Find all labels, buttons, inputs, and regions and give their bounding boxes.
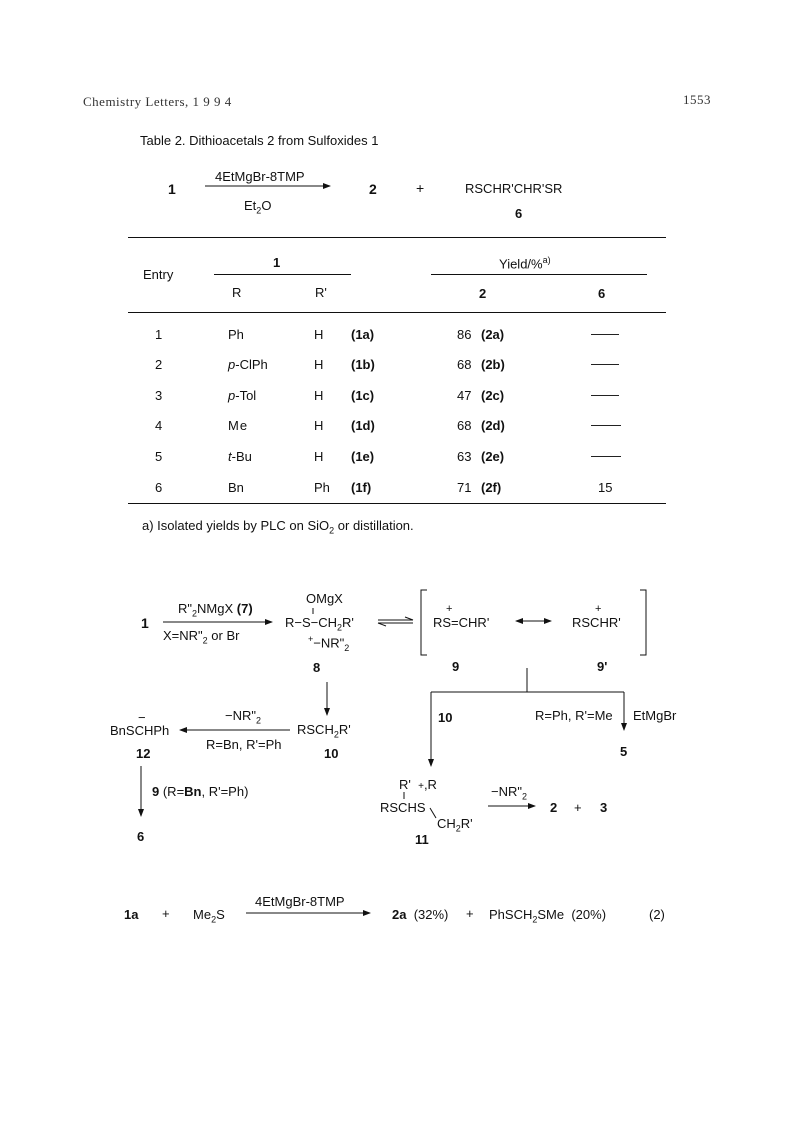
row3-rprime: H	[314, 388, 324, 403]
row1-entry: 1	[155, 327, 163, 342]
row1-cmpd: (1a)	[351, 327, 375, 342]
row1-r: Ph	[228, 327, 244, 342]
mech-step-12-6: 9 (R=Bn, R'=Ph)	[152, 784, 249, 799]
mech-n10: 10	[324, 746, 339, 761]
row2-yield2: 68	[457, 357, 472, 372]
header-r: R	[232, 285, 242, 300]
mech-cond-5: R=Ph, R'=Me	[535, 708, 613, 723]
row6-yield2: 71	[457, 480, 472, 495]
row6-yield6: 15	[598, 480, 613, 495]
mech-minus-nr2-b: $-NR"_2$	[491, 784, 527, 802]
mech-omgx: OMgX	[306, 591, 343, 606]
mech-n6: 6	[137, 829, 145, 844]
header-yield-label: Yield/%	[499, 256, 543, 272]
eq2-product2: PhSCH$_2$SMe (20%)	[489, 907, 607, 925]
row2-r: p-ClPh	[228, 357, 268, 372]
header-group1: 1	[273, 255, 281, 270]
row1-rprime: H	[314, 327, 324, 342]
row2-entry: 2	[155, 357, 163, 372]
row6-rprime: Ph	[314, 480, 330, 495]
row4-cmpd2: (2d)	[481, 418, 505, 433]
row5-yield2: 63	[457, 449, 472, 464]
mech-plus: +	[574, 800, 582, 815]
row3-r: p-Tol	[228, 388, 257, 403]
row5-cmpd: (1e)	[351, 449, 375, 464]
row4-rprime: H	[314, 418, 324, 433]
mech-sulfonium-top: R' +,R	[399, 777, 437, 792]
eq2-yield1: (32%)	[413, 907, 449, 922]
eq2-reagent: 4EtMgBr-8TMP	[255, 894, 345, 909]
mech-n11: 11	[415, 832, 429, 847]
mech-condition: $X=NR"_2$ or Br	[163, 628, 240, 646]
mech-cond-12: R=Bn, R'=Ph	[206, 737, 282, 752]
row5-entry: 5	[155, 449, 163, 464]
mech-ylide1: RS=CHR'	[433, 615, 490, 630]
mech-minus-nr2: $-NR"_2$	[225, 708, 261, 726]
row4-entry: 4	[155, 418, 163, 433]
mech-n12: 12	[136, 746, 151, 761]
row2-rprime: H	[314, 357, 324, 372]
row5-cmpd2: (2e)	[481, 449, 505, 464]
row6-r: Bn	[228, 480, 244, 495]
eq2-reactant2: $Me_2S$	[193, 907, 225, 925]
eq2-product1-label: 2a	[392, 907, 407, 922]
eq2-plus1: +	[162, 906, 170, 921]
mech-ylide1-plus: +	[446, 603, 453, 615]
header-col2: 2	[479, 286, 487, 301]
eq2-plus2: +	[466, 906, 474, 921]
mech-thioether: $RSCH_2R'$	[297, 722, 351, 740]
header-rprime: R'	[315, 285, 327, 300]
row3-entry: 3	[155, 388, 163, 403]
mech-prod2: 2	[550, 800, 558, 815]
eq2-reactant1: 1a	[124, 907, 139, 922]
row4-cmpd: (1d)	[351, 418, 375, 433]
row5-rprime: H	[314, 449, 324, 464]
mech-ylide2-plus: +	[595, 603, 602, 615]
row6-cmpd2: (2f)	[481, 480, 502, 495]
row6-entry: 6	[155, 480, 163, 495]
mech-carbanion-charge: −	[138, 710, 146, 725]
eq2-yield2: (20%)	[571, 907, 607, 922]
scheme-byproduct: RSCHR'CHR'SR	[465, 181, 563, 196]
header-entry: Entry	[143, 267, 174, 282]
mech-n9: 9	[452, 659, 460, 674]
row3-yield2: 47	[457, 388, 472, 403]
row3-cmpd2: (2c)	[481, 388, 505, 403]
row6-cmpd: (1f)	[351, 480, 372, 495]
page-number: 1553	[683, 92, 711, 107]
eq2-number: (2)	[649, 907, 665, 922]
mech-etmgbr: EtMgBr	[633, 708, 677, 723]
mech-reagent: $R"_2NMgX$ (7)	[178, 601, 253, 619]
eq2-product1	[392, 907, 448, 922]
scheme-reagent-bottom: $Et_2O$	[244, 198, 272, 216]
scheme-reactant: 1	[168, 181, 176, 197]
scheme-byproduct-number: 6	[515, 206, 523, 221]
row2-cmpd: (1b)	[351, 357, 375, 372]
scheme-product: 2	[369, 181, 377, 197]
mech-sulfonium-ch2: $CH_2R'$	[437, 816, 473, 834]
mech-n10-branch: 10	[438, 710, 453, 725]
mech-sulfonium: RSCHS	[380, 800, 426, 815]
mech-n5: 5	[620, 744, 628, 759]
scheme-reagent-top: 4EtMgBr-8TMP	[215, 169, 305, 184]
mech-prod3: 3	[600, 800, 608, 815]
table-caption-text: Table 2. Dithioacetals 2 from Sulfoxides 1	[140, 133, 379, 148]
header-col6: 6	[598, 286, 606, 301]
row1-cmpd2: (2a)	[481, 327, 505, 342]
row5-r: t-Bu	[228, 449, 252, 464]
scheme-plus: +	[416, 180, 425, 196]
row3-cmpd: (1c)	[351, 388, 375, 403]
row1-yield2: 86	[457, 327, 472, 342]
journal-header: Chemistry Letters, 1 9 9 4	[83, 94, 232, 109]
mech-n9p: 9'	[597, 659, 608, 674]
table-footnote: a) Isolated yields by PLC on SiO$_2$ or distillation.	[142, 518, 414, 536]
header-yield-note: a)	[542, 255, 551, 265]
mech-carbanion: BnSCHPh	[110, 723, 170, 738]
row4-r: Me	[228, 418, 249, 433]
row4-yield2: 68	[457, 418, 472, 433]
mech-start: 1	[141, 615, 149, 631]
row2-cmpd2: (2b)	[481, 357, 505, 372]
mech-amine-leaving: $^+-NR"_2$	[308, 634, 350, 653]
mech-ylide2: RSCHR'	[572, 615, 621, 630]
mech-n8: 8	[313, 660, 321, 675]
mech-sulfurane: $R-S-CH_2R'$	[285, 615, 354, 633]
